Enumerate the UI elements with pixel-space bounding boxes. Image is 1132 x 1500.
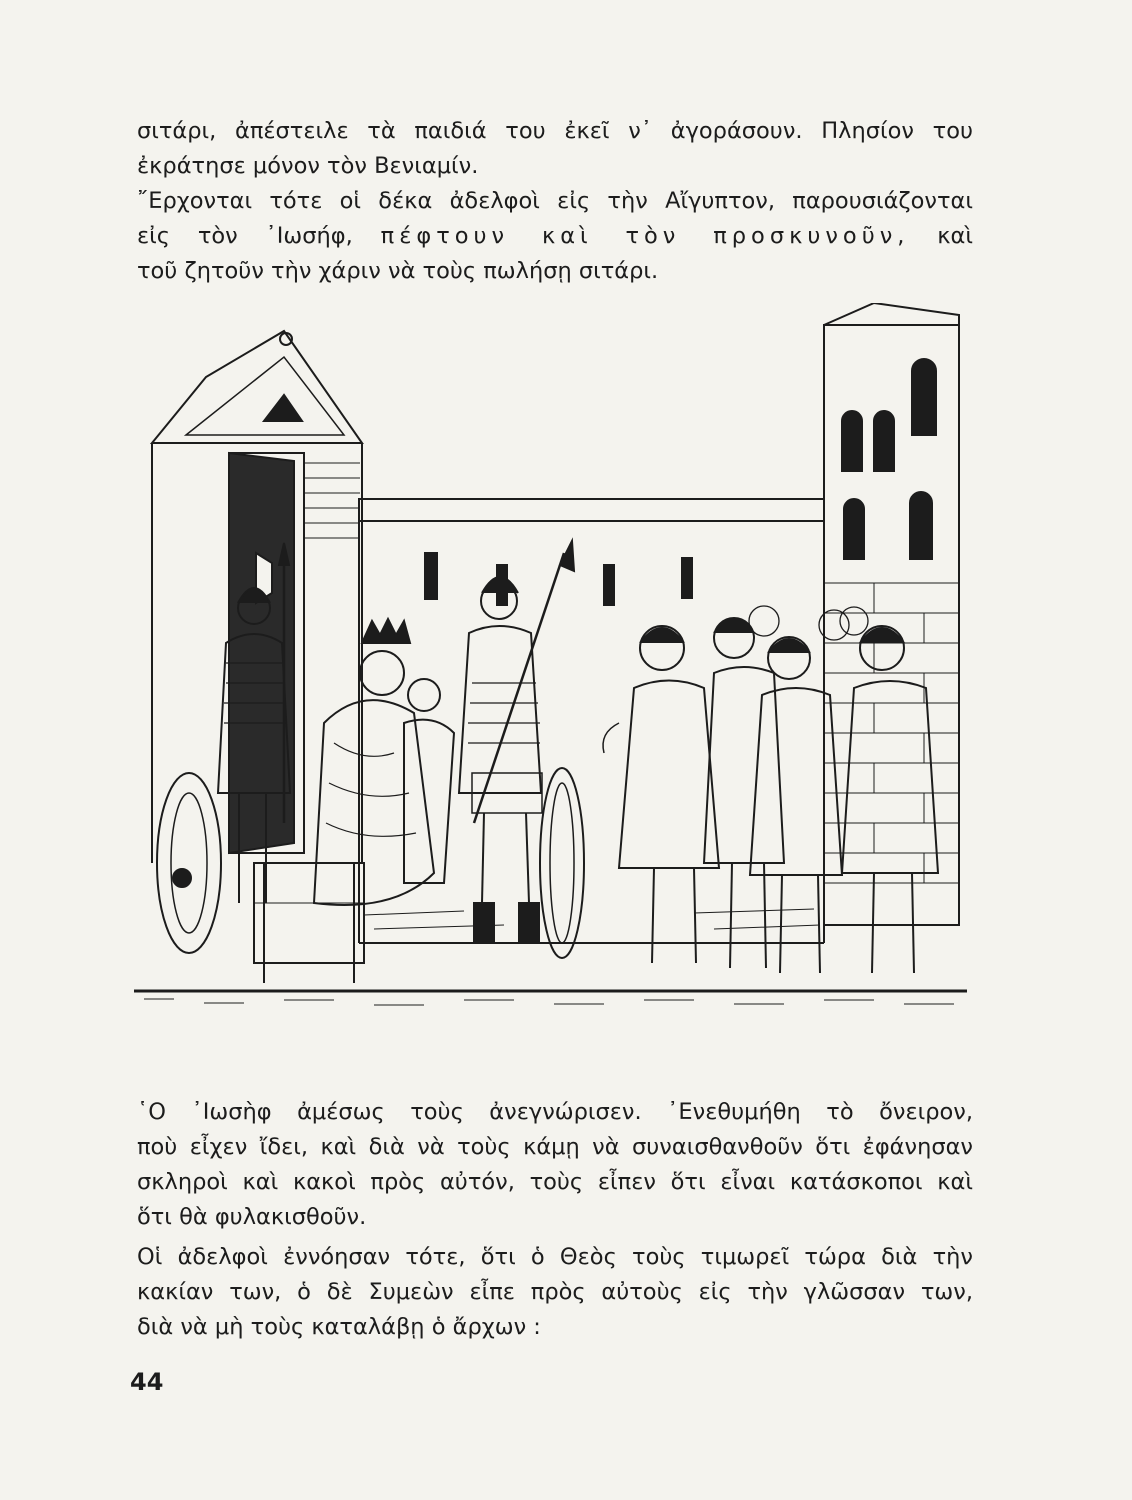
text-line: ποὺ εἶχεν ἴδει, καὶ διὰ νὰ τοὺς κάμῃ νὰ συναισθανθοῦν ὅτι ἐφάνησαν	[137, 1134, 973, 1160]
soldier-center	[459, 541, 584, 958]
wall-window	[604, 565, 614, 605]
paragraph-top-2	[137, 184, 973, 289]
paragraph-bottom-2	[137, 1240, 973, 1345]
paragraph-top-1	[137, 114, 973, 184]
embraced-figure-head	[408, 679, 440, 711]
tower-roof	[824, 303, 959, 325]
crown	[362, 619, 410, 643]
text-line: ῾Ο ᾽Ιωσὴφ ἀμέσως τοὺς ἀνεγνώρισεν. ᾽Ενεθυμήθη τὸ ὄνειρον,	[137, 1099, 973, 1125]
illustration-joseph-and-brothers	[134, 303, 967, 1028]
spaced-emphasis-text: πέφτουν καὶ τὸν προσκυνοῦν,	[380, 223, 910, 249]
wall-top-band	[359, 499, 824, 521]
wall-window	[425, 553, 437, 599]
text-line: ῎Ερχονται τότε οἱ δέκα ἀδελφοὶ εἰς τὴν Αἴγυπτον, παρουσιάζονται	[137, 188, 973, 214]
text-line: σιτάρι, ἀπέστειλε τὰ παιδιά του ἐκεῖ ν᾽ ἀγοράσουν. Πλησίον του	[137, 118, 973, 144]
page-number: 44	[130, 1368, 164, 1396]
text-line: ἐκράτησε μόνον τὸν Βενιαμίν.	[137, 153, 479, 179]
wall-window	[682, 558, 692, 598]
brothers-group	[603, 606, 938, 973]
text-line: ὅτι θὰ φυλακισθοῦν.	[137, 1204, 367, 1230]
shield-center	[540, 768, 584, 958]
house-pediment	[152, 331, 362, 443]
floor-hatching	[144, 999, 954, 1005]
tower-windows	[842, 359, 936, 559]
text-line: Οἱ ἀδελφοὶ ἐννόησαν τότε, ὅτι ὁ Θεὸς τοὺς τιμωρεῖ τώρα διὰ τὴν	[137, 1244, 973, 1270]
text-line: τοῦ ζητοῦν τὴν χάριν νὰ τοὺς πωλήσῃ σιτάρι.	[137, 258, 659, 284]
shield-left	[157, 773, 221, 953]
wall-shading	[364, 909, 820, 929]
text-line: κακίαν των, ὁ δὲ Συμεὼν εἶπε πρὸς αὐτοὺς εἰς τὴν γλῶσσαν των,	[137, 1279, 973, 1305]
text-line: διὰ νὰ μὴ τοὺς καταλάβῃ ὁ ἄρχων :	[137, 1314, 541, 1340]
woodcut-illustration	[134, 303, 967, 1028]
paragraph-bottom-1	[137, 1095, 973, 1235]
text-segment: εἰς τὸν ᾽Ιωσήφ,	[137, 223, 353, 249]
text-line-mixed	[137, 219, 973, 254]
text-line: σκληροὶ καὶ κακοὶ πρὸς αὐτόν, τοὺς εἶπεν ὅτι εἶναι κατάσκοποι καὶ	[137, 1169, 973, 1195]
pediment-ornament	[264, 395, 302, 421]
door-hatching	[304, 463, 360, 538]
text-segment: καὶ	[937, 223, 974, 249]
